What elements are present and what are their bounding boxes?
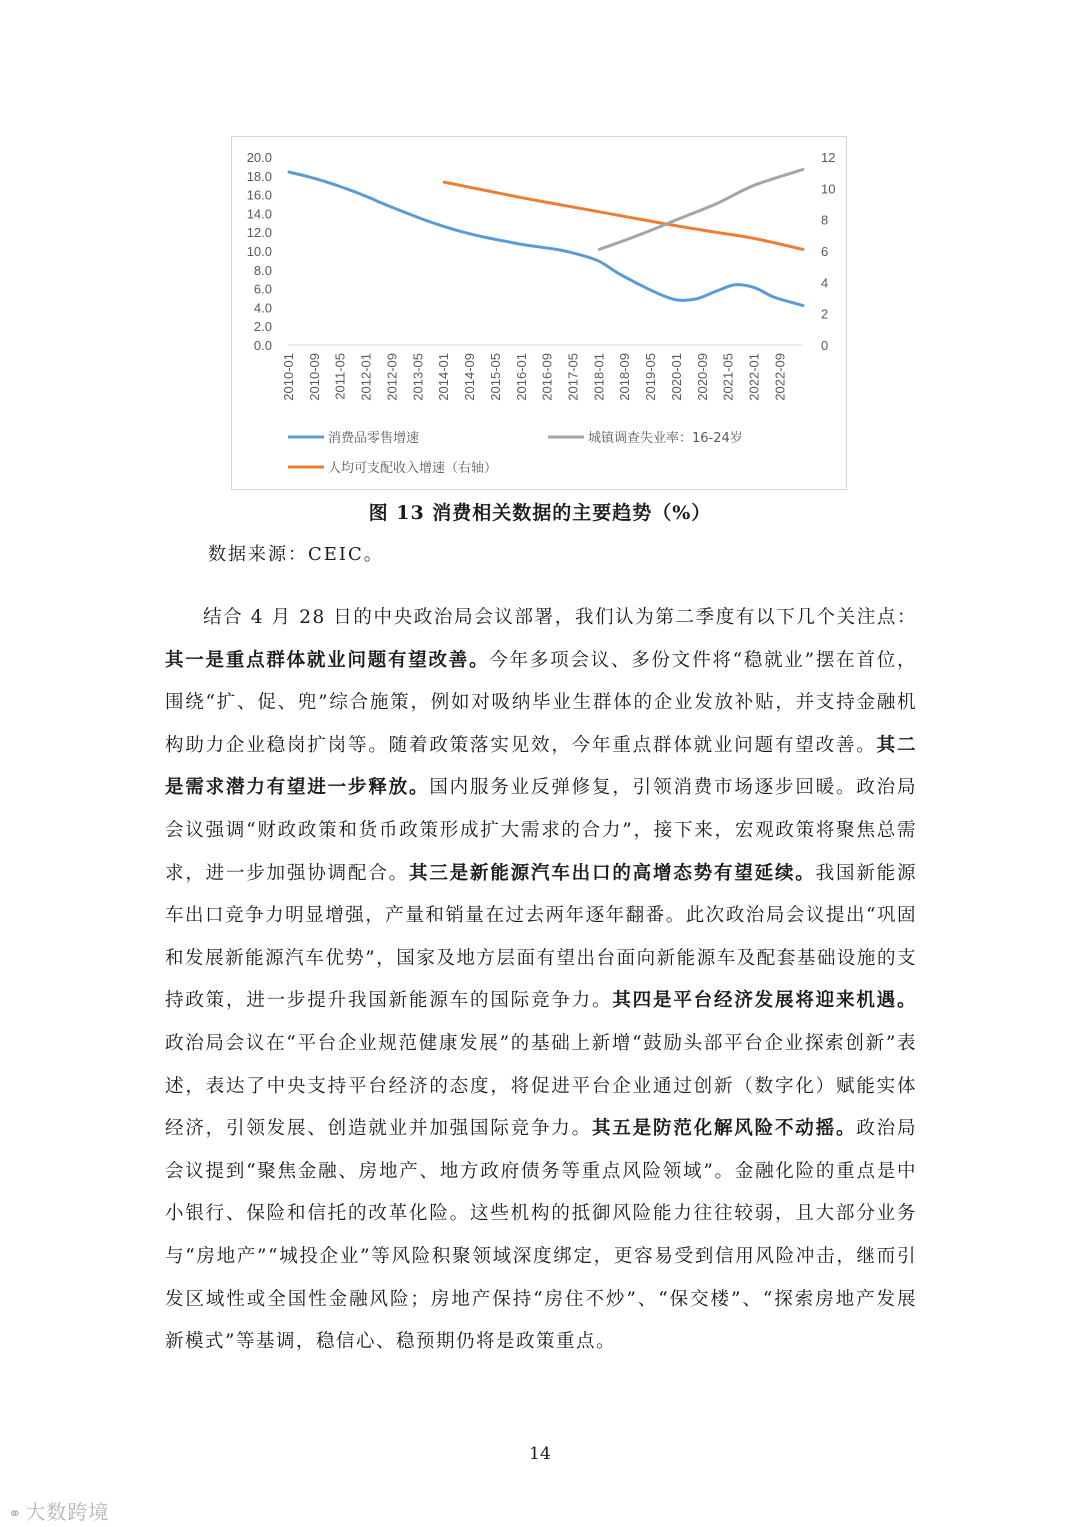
y-left-tick-label: 20.0 (246, 150, 272, 165)
y-right-tick-label: 8 (821, 212, 829, 228)
y-right-tick-label: 10 (821, 181, 836, 197)
y-left-tick-label: 16.0 (246, 187, 272, 203)
wechat-logo-icon: ⚭ (8, 1504, 23, 1523)
data-source-note: 数据来源：CEIC。 (208, 544, 384, 565)
paragraph-bold-segment: 其三是新能源汽车出口的高增态势有望延续。 (409, 862, 816, 884)
y-left-tick-label: 12.0 (246, 225, 272, 241)
x-tick-label: 2016-01 (513, 353, 529, 401)
y-right-tick-label: 4 (821, 275, 829, 291)
paragraph-segment: 国内服务业反弹修复，引领消费市场逐步回暖。政治局会议强调“财政政策和货币政策形成扩大需求的合力”，接下来，宏观政策将聚焦总需求，进一步加强协调配合。 (165, 777, 917, 884)
paragraph-bold-segment: 其四是平台经济发展将迎来机遇。 (612, 990, 917, 1012)
paragraph-segment: 今年多项会议、多份文件将“稳就业”摆在首位，围绕“扩、促、兜”综合施策，例如对吸纳毕业生群体的企业发放补贴，并支持金融机构助力企业稳岗扩岗等。随着政策落实见效，今年重点群体就业问题有望改善。 (165, 649, 917, 756)
paragraph-bold-segment: 其二是需求潜力有望进一步释放。 (165, 734, 917, 799)
line-chart (232, 137, 848, 491)
x-tick-label: 2015-05 (487, 353, 503, 401)
x-tick-label: 2020-01 (668, 353, 684, 401)
paragraph-segment: 结合 4 月 28 日的中央政治局会议部署，我们认为第二季度有以下几个关注点： (203, 607, 917, 628)
x-tick-label: 2016-09 (539, 353, 555, 401)
y-left-tick-label: 10.0 (246, 244, 272, 259)
x-tick-label: 2021-05 (720, 353, 736, 401)
x-tick-label: 2022-09 (772, 353, 788, 401)
x-tick-label: 2019-05 (643, 353, 659, 401)
paragraph-bold-segment: 其一是重点群体就业问题有望改善。 (165, 649, 490, 671)
legend-label-1: 城镇调查失业率：16-24岁 (588, 431, 743, 446)
x-tick-label: 2013-05 (410, 353, 426, 401)
paragraph-segment: 政治局会议在“平台企业规范健康发展”的基础上新增“鼓励头部平台企业探索创新”表述，表达了中央支持平台经济的态度，将促进平台企业通过创新（数字化）赋能实体经济，引领发展、创造就业并加强国际竞争力。 (165, 1032, 917, 1140)
legend-label-2: 人均可支配收入增速（右轴） (328, 461, 498, 476)
watermark-text: 大数跨境 (25, 1500, 110, 1524)
x-tick-label: 2018-09 (617, 353, 633, 401)
paragraph-segment: 我国新能源车出口竞争力明显增强，产量和销量在过去两年逐年翻番。此次政治局会议提出“巩固和发展新能源汽车优势”，国家及地方层面有望出台面向新能源车及配套基础设施的支持政策，进一步提升我国新能源车的国际竞争力。 (165, 862, 917, 1012)
chart-container (231, 136, 847, 490)
y-left-tick-label: 2.0 (253, 319, 272, 335)
watermark (8, 1496, 109, 1525)
y-right-tick-label: 0 (821, 338, 829, 353)
y-left-tick-label: 0.0 (253, 338, 272, 353)
x-tick-label: 2022-01 (746, 353, 762, 401)
legend-label-0: 消费品零售增速 (328, 431, 420, 446)
page-number: 14 (529, 1444, 551, 1464)
y-left-tick-label: 18.0 (246, 168, 272, 184)
x-tick-label: 2011-05 (332, 353, 348, 400)
paragraph-bold-segment: 其五是防范化解风险不动摇。 (591, 1118, 857, 1140)
figure-caption: 图 13 消费相关数据的主要趋势（%） (368, 502, 712, 524)
body-paragraph (165, 597, 917, 1364)
y-left-tick-label: 8.0 (253, 262, 272, 278)
y-right-tick-label: 2 (821, 306, 829, 322)
x-tick-label: 2014-01 (436, 353, 452, 401)
x-tick-label: 2012-09 (384, 353, 400, 401)
x-tick-label: 2017-05 (565, 353, 581, 401)
y-left-tick-label: 4.0 (253, 300, 272, 316)
y-left-tick-label: 14.0 (246, 206, 272, 222)
y-right-tick-label: 12 (821, 150, 836, 165)
y-left-tick-label: 6.0 (253, 281, 272, 297)
series-line-1 (599, 170, 803, 250)
x-tick-label: 2010-09 (306, 353, 322, 401)
x-tick-label: 2018-01 (591, 353, 607, 401)
x-tick-label: 2014-09 (462, 353, 478, 401)
x-tick-label: 2020-09 (694, 352, 710, 401)
x-tick-label: 2012-01 (358, 353, 374, 401)
series-line-0 (289, 172, 803, 306)
paragraph-segment: 政治局会议提到“聚焦金融、房地产、地方政府债务等重点风险领域”。金融化险的重点是中小银行、保险和信托的改革化险。这些机构的抵御风险能力往往较弱，且大部分业务与“房地产”“城投企业”等风险积聚领域深度绑定，更容易受到信用风险冲击，继而引发区域性或全国性金融风险；房地产保持“房住不炒”、“保交楼”、“探索房地产发展新模式”等基调，稳信心、稳预期仍将是政策重点。 (165, 1118, 917, 1353)
y-right-tick-label: 6 (821, 244, 829, 259)
x-tick-label: 2010-01 (281, 353, 296, 401)
